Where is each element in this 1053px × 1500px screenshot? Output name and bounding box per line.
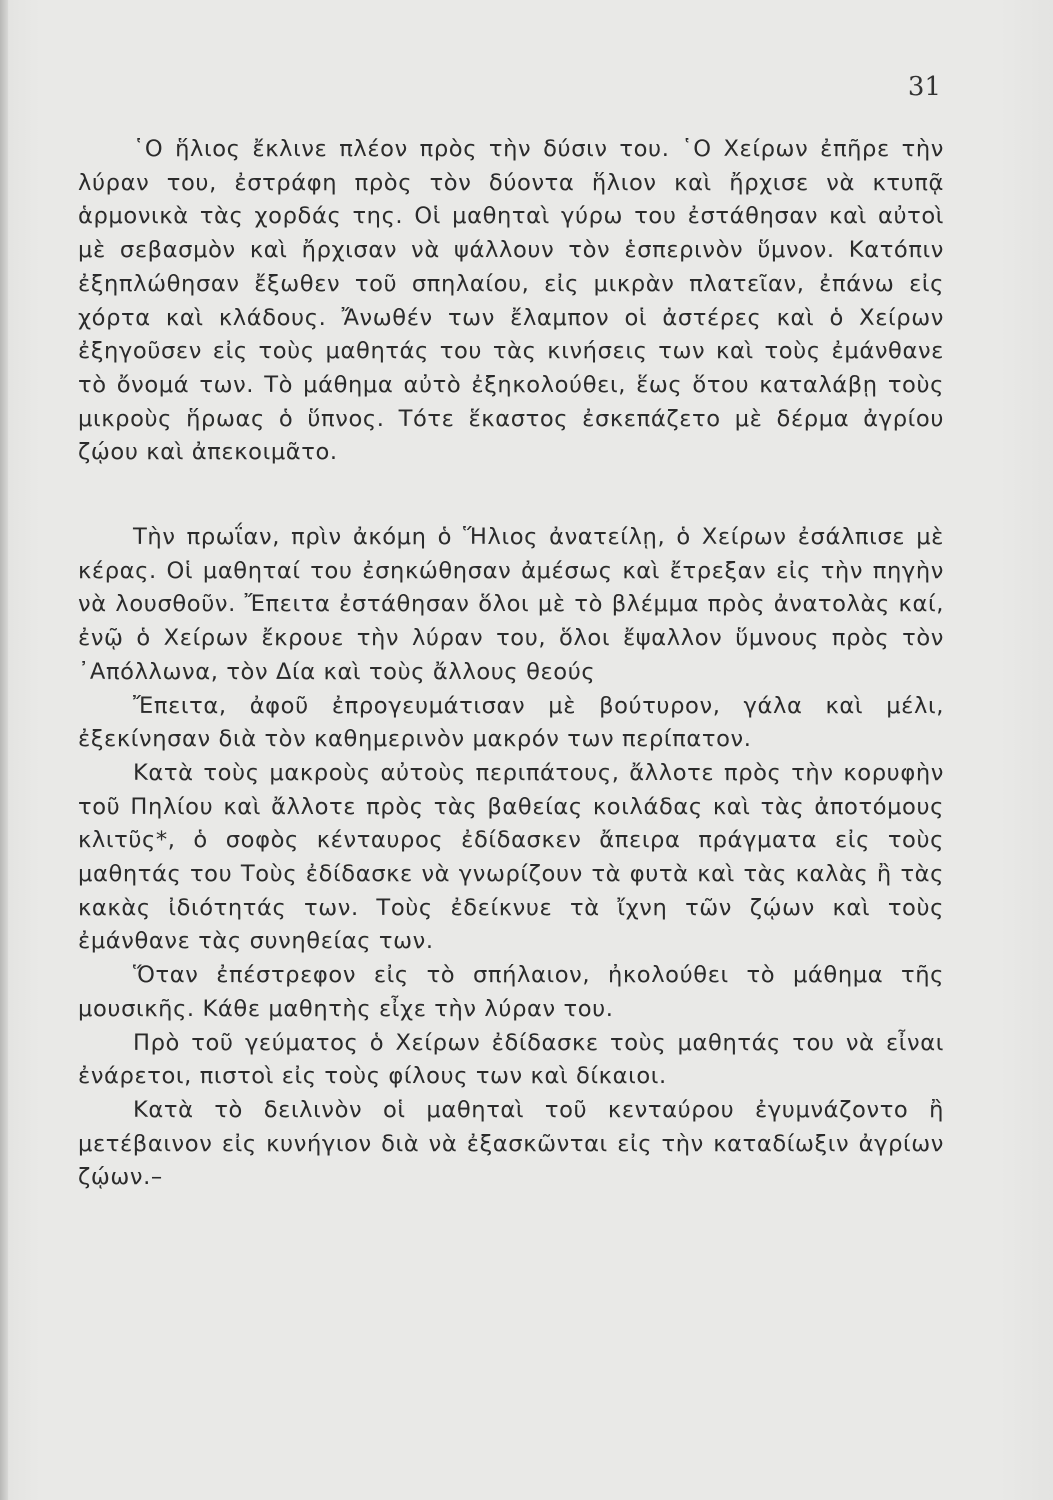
paragraph-virtue: Πρὸ τοῦ γεύματος ὁ Χείρων ἐδίδασκε τοὺς μαθητάς του νὰ εἶναι ἐνάρετοι, πιστοὶ εἰς τοὺς φίλους των καὶ δίκαιοι.	[78, 1029, 944, 1090]
paragraph-walks: Κατὰ τοὺς μακροὺς αὐτοὺς περιπάτους, ἄλλοτε πρὸς τὴν κορυφὴν τοῦ Πηλίου καὶ ἄλλοτε πρὸς τὰς βαθείας κοιλάδας καὶ τὰς ἀποτόμους κλιτῦς*, ὁ σοφὸς κένταυρος ἐδίδασκεν ἄπειρα πράγματα εἰς τοὺς μαθητάς του Τοὺς ἐδίδασκε νὰ γνωρίζουν τὰ φυτὰ καὶ τὰς καλὰς ἢ τὰς κακὰς ἰδιότητάς των. Τοὺς ἐδείκνυε τὰ ἴχνη τῶν ζῴων καὶ τοὺς ἐμάνθανε τὰς συνηθείας των.	[78, 759, 944, 955]
page-spine-edge	[0, 0, 8, 1500]
paragraph-music: Ὅταν ἐπέστρεφον εἰς τὸ σπήλαιον, ἠκολούθει τὸ μάθημα τῆς μουσικῆς. Κάθε μαθητὴς εἶχε τὴν λύραν του.	[78, 962, 944, 1022]
paragraph-breakfast: Ἔπειτα, ἀφοῦ ἐπρογευμάτισαν μὲ βούτυρον, γάλα καὶ μέλι, ἐξεκίνησαν διὰ τὸν καθημερινὸν μακρόν των περίπατον.	[78, 692, 944, 753]
paragraph-evening: ῾Ο ἥλιος ἔκλινε πλέον πρὸς τὴν δύσιν του. ῾Ο Χείρων ἐπῆρε τὴν λύραν του, ἐστράφη πρὸς τὸν δύοντα ἥλιον καὶ ἤρχισε νὰ κτυπᾷ ἁρμονικὰ τὰς χορδάς της. Οἱ μαθηταὶ γύρω του ἐστάθησαν καὶ αὐτοὶ μὲ σεβασμὸν καὶ ἤρχισαν νὰ ψάλλουν τὸν ἑσπερινὸν ὕμνον. Κατόπιν ἐξηπλώθησαν ἔξωθεν τοῦ σπηλαίου, εἰς μικρὰν πλατεῖαν, ἐπάνω εἰς χόρτα καὶ κλάδους. Ἄνωθέν των ἔλαμπον οἱ ἀστέρες καὶ ὁ Χείρων ἐξηγοῦσεν εἰς τοὺς μαθητάς του τὰς κινήσεις των καὶ τοὺς ἐμάνθανε τὸ ὄνομά των. Τὸ μάθημα αὐτὸ ἐξηκολούθει, ἕως ὅτου καταλάβῃ τοὺς μικροὺς ἥρωας ὁ ὕπνος. Τότε ἕκαστος ἐσκεπάζετο μὲ δέρμα ἀγρίου ζῴου καὶ ἀπεκοιμᾶτο.	[78, 136, 944, 466]
paragraph-hunting: Κατὰ τὸ δειλινὸν οἱ μαθηταὶ τοῦ κενταύρου ἐγυμνάζοντο ἢ μετέβαινον εἰς κυνήγιον διὰ νὰ ἐξασκῶνται εἰς τὴν καταδίωξιν ἀγρίων ζῴων.–	[78, 1096, 944, 1191]
page-number: 31	[907, 72, 941, 102]
paragraph-morning: Τὴν πρωΐαν, πρὶν ἀκόμη ὁ Ἥλιος ἀνατείλῃ, ὁ Χείρων ἐσάλπισε μὲ κέρας. Οἱ μαθηταί του ἐσηκώθησαν ἀμέσως καὶ ἔτρεξαν εἰς τὴν πηγὴν νὰ λουσθοῦν. Ἔπειτα ἐστάθησαν ὅλοι μὲ τὸ βλέμμα πρὸς ἀνατολὰς καί, ἐνῷ ὁ Χείρων ἔκρουε τὴν λύραν του, ὅλοι ἔψαλλον ὕμνους πρὸς τὸν ᾿Απόλλωνα, τὸν Δία καὶ τοὺς ἄλλους θεούς	[78, 524, 944, 685]
paragraph-gap	[78, 470, 944, 521]
body-text	[78, 133, 944, 1195]
